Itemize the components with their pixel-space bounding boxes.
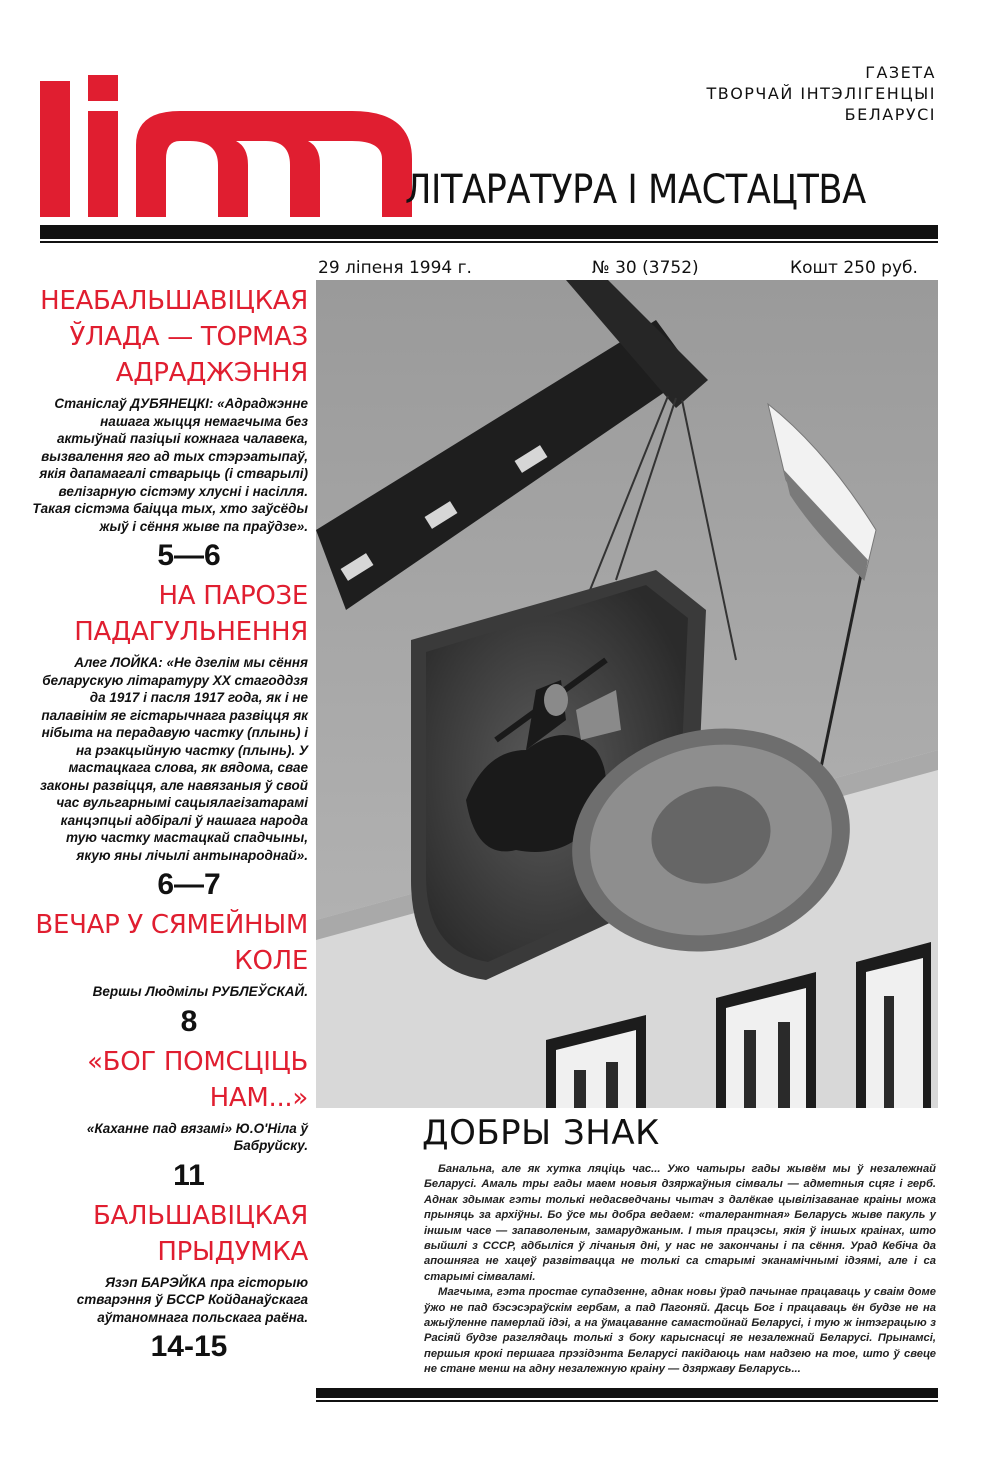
entry-pages: 11 [173, 1158, 205, 1192]
tagline-line: ГАЗЕТА [865, 63, 936, 82]
contents-column [30, 283, 308, 1369]
tagline-line: ТВОРЧАЙ ІНТЭЛІГЕНЦЫІ [706, 84, 936, 103]
article-paragraph: Банальна, але як хутка ляціць час... Ужо чатыры гады жывём мы ў незалежнай Беларусі. Амаль тры гады маем новыя дзяржаўныя сімвалы — адметныя сцяг і герб. Аднак здымак гэты толькі недасведчаны чытач з далёкае цывілізаванае краіны можа прыняць за архіўны. Бо ўсе мы добра ведаем: «талерантная» Беларусь жыве пакуль у іншым часе — запаволеным, замаруджаным. І тыя працэсы, якія ў іншых краінах, што выйшлі з СССР, адбыліся ў лічаныя дні, у нас не закончаны і па сёння. Урад Кебіча да апошняга не хацеў развітвацца не толькі са старымі эканамічнымі ідэямі, але і са старымі сімваламі. [424, 1163, 936, 1283]
masthead-tagline [706, 62, 936, 125]
bottom-rule-thin [316, 1400, 938, 1402]
entry-headline[interactable]: «БОГ ПОМСЦІЦЬ НАМ...» [87, 1046, 308, 1113]
entry-lead: Станіслаў ДУБЯНЕЦКІ: «Адраджэнне нашага жыцця немагчыма без актыўнай пазіцыі кожнага чалавека, вызвалення яго ад тых стэрэатыпаў, якія дапамагалі стварыць (і стварылі) велізарную сістэму хлусні і насілля. Такая сістэма баіцца тых, хто заўсёды жыў і сёння жыве па праўдзе». [32, 396, 308, 534]
entry-pages: 5—6 [157, 539, 221, 572]
contents-entry[interactable] [30, 907, 308, 1040]
article-body [424, 1162, 936, 1378]
article-paragraph: Магчыма, гэта простае супадзенне, аднак новы ўрад пачынае працаваць у сваім доме ўжо не пад бэсэсэраўскім гербам, а пад Пагоняй. Дасць Бог і працаваць ён будзе не на ажыўленне памерлай ідэі, а на ўмацаванне самастойнай Беларусі, і тую ж інтэграцыю з Расіяй будзе разглядаць толькі з боку карыснасці яе незалежнай Беларусі. Прынамсі, першыя крокі першага прэзідэнта Беларусі пакідаюць нам надзею на тое, што ў свеце не стане менш на адну незалежную краіну — дзяржаву Беларусь... [424, 1286, 936, 1376]
bottom-rule [316, 1388, 938, 1398]
issue-price: Кошт 250 руб. [790, 258, 918, 278]
issue-date: 29 ліпеня 1994 г. [318, 258, 472, 278]
newspaper-title: ЛІТАРАТУРА І МАСТАЦТВА [405, 167, 866, 213]
contents-entry[interactable] [30, 578, 308, 903]
entry-headline[interactable]: НА ПАРОЗЕ ПАДАГУЛЬНЕННЯ [74, 581, 308, 647]
article-title: ДОБРЫ ЗНАК [422, 1113, 660, 1153]
entry-headline[interactable]: БАЛЬШАВІЦКАЯ ПРЫДУМКА [92, 1200, 308, 1267]
masthead-rule-thin [40, 241, 938, 243]
entry-lead: Алег ЛОЙКА: «Не дзелім мы сёння беларускую літаратуру ХХ стагоддзя да 1917 і пасля 1917 года, як і не палавінім яе гістарычнага развіцця як нібыта на перадавую частку (плынь) і на рэакцыйную частку (плынь). У мастацкага слова, як вядома, свае законы развіцця, але навязаныя ў свой час вульгарнымі сацыялагізатарамі канцэпцыі адбіралі ў нашага народа тую частку мастацкай спадчыны, якую яны лічылі антынароднай». [40, 655, 308, 863]
entry-headline[interactable]: ВЕЧАР У СЯМЕЙНЫМ КОЛЕ [35, 910, 308, 976]
entry-pages: 14-15 [150, 1330, 228, 1363]
masthead-rule [40, 225, 938, 239]
entry-pages: 8 [180, 1004, 198, 1038]
tagline-line: БЕЛАРУСІ [844, 105, 936, 124]
newspaper-logo [40, 75, 412, 217]
entry-lead: Язэп БАРЭЙКА пра гісторыю стварэння ў БССР Койданаўскага аўтаномнага польскага раёна. [76, 1274, 308, 1325]
contents-entry[interactable] [30, 283, 308, 574]
front-photo [316, 280, 938, 1108]
entry-lead: «Каханне пад вязамі» Ю.О'Ніла ў Бабруйску. [86, 1120, 308, 1153]
contents-entry[interactable] [30, 1198, 308, 1366]
issue-number: № 30 (3752) [592, 258, 699, 278]
entry-pages: 6—7 [157, 868, 221, 901]
entry-lead: Вершы Людмілы РУБЛЕЎСКАЙ. [92, 984, 308, 999]
entry-headline[interactable]: НЕАБАЛЬШАВІЦКАЯ ЎЛАДА — ТОРМАЗ АДРАДЖЭННЯ [40, 286, 308, 388]
contents-entry[interactable] [30, 1044, 308, 1194]
